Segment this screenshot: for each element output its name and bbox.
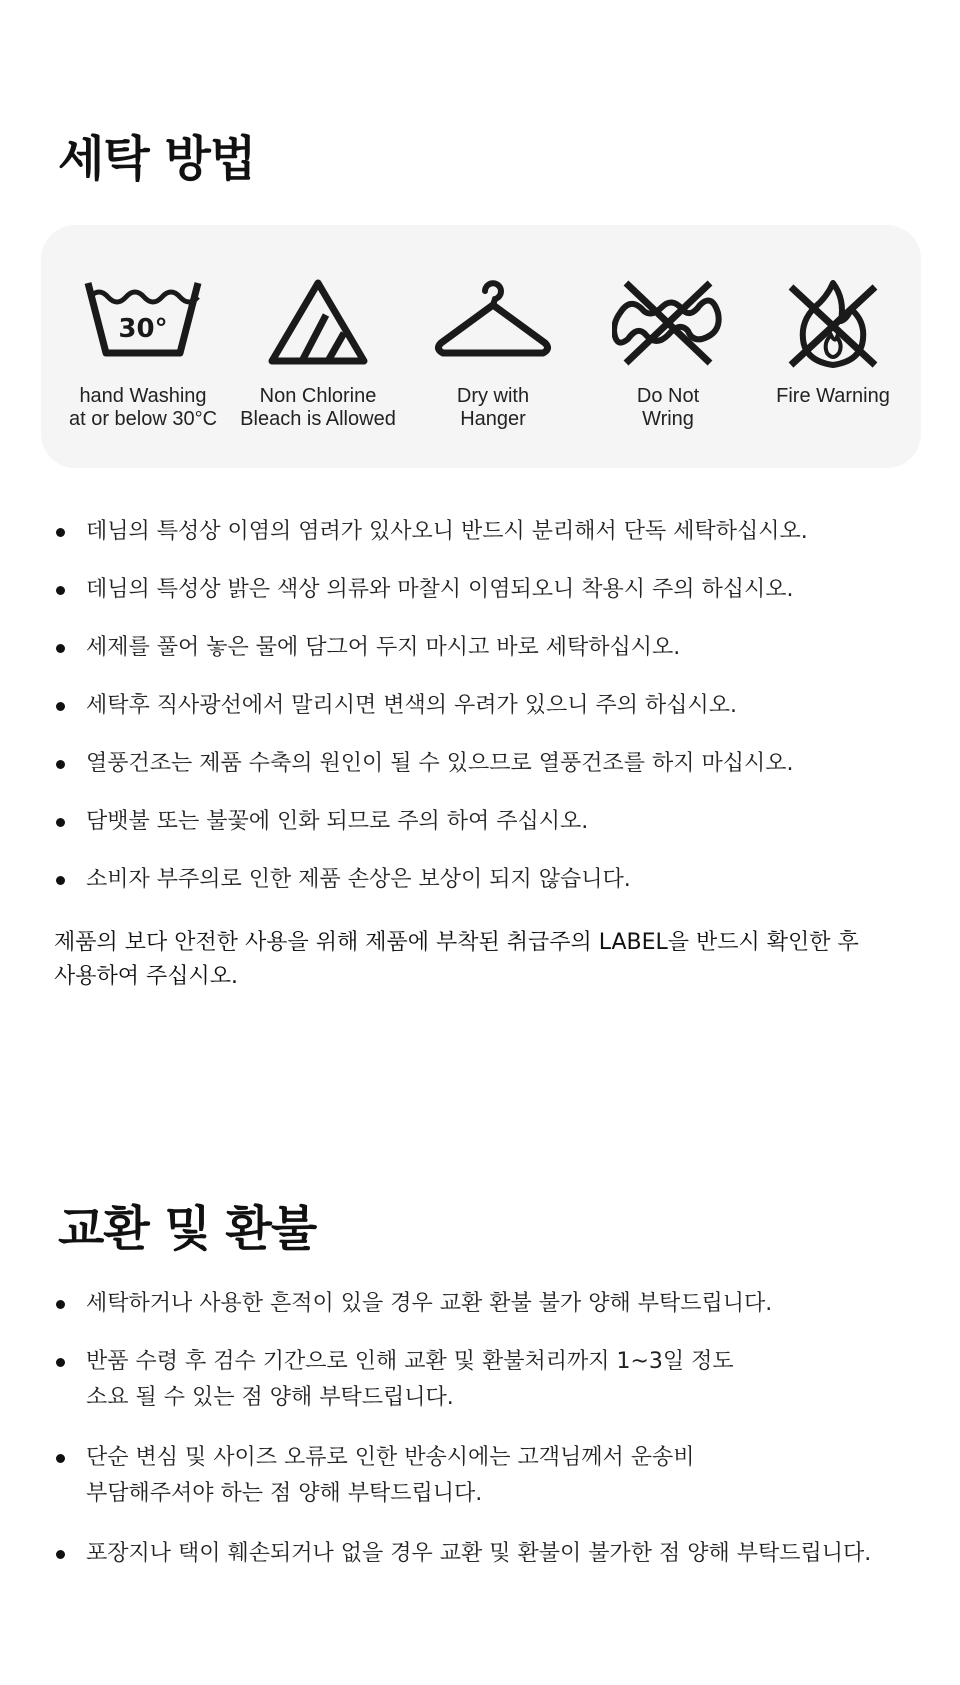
list-item: 단순 변심 및 사이즈 오류로 인한 반송시에는 고객님께서 운송비 부담해주셔야 하는 점 양해 부탁드립니다. — [86, 1440, 936, 1512]
refund-section-title: 교환 및 환불 — [58, 1201, 317, 1257]
fire-warning-icon — [783, 277, 883, 373]
care-symbol-bleach — [230, 225, 406, 468]
list-item: 세제를 풀어 놓은 물에 담그어 두지 마시고 바로 세탁하십시오. — [86, 630, 936, 666]
list-item: 열풍건조는 제품 수축의 원인이 될 수 있으므로 열풍건조를 하지 마십시오. — [86, 746, 936, 782]
do-not-wring-icon — [612, 277, 724, 369]
list-item: 담뱃불 또는 불꽃에 인화 되므로 주의 하여 주십시오. — [86, 804, 936, 840]
care-symbols-panel — [41, 225, 921, 468]
hand-wash-30-icon — [84, 277, 202, 359]
hanger-icon — [433, 277, 553, 361]
care-label-note: 제품의 보다 안전한 사용을 위해 제품에 부착된 취급주의 LABEL을 반드시 확인한 후 사용하여 주십시오. — [54, 930, 859, 989]
care-symbol-hand-wash — [55, 225, 231, 468]
symbol-label: Non Chlorine Bleach is Allowed — [240, 385, 396, 430]
care-symbol-hanger — [405, 225, 581, 468]
symbol-label: Do Not Wring — [636, 385, 700, 430]
symbol-label: Fire Warning — [776, 385, 890, 407]
wash-temperature: 30° — [118, 314, 168, 344]
care-symbol-fire — [745, 225, 921, 468]
list-item: 데님의 특성상 이염의 염려가 있사오니 반드시 분리해서 단독 세탁하십시오. — [86, 514, 936, 550]
non-chlorine-bleach-icon — [266, 277, 370, 367]
list-item: 세탁후 직사광선에서 말리시면 변색의 우려가 있으니 주의 하십시오. — [86, 688, 936, 724]
list-item: 세탁하거나 사용한 흔적이 있을 경우 교환 환불 불가 양해 부탁드립니다. — [86, 1286, 936, 1322]
list-item: 반품 수령 후 검수 기간으로 인해 교환 및 환불처리까지 1~3일 정도 소요 될 수 있는 점 양해 부탁드립니다. — [86, 1344, 936, 1416]
symbol-label: hand Washing at or below 30°C — [68, 385, 218, 430]
symbol-label: Dry with Hanger — [456, 385, 530, 430]
care-section-title: 세탁 방법 — [58, 131, 256, 187]
care-symbol-no-wring — [580, 225, 756, 468]
list-item: 소비자 부주의로 인한 제품 손상은 보상이 되지 않습니다. — [86, 862, 936, 898]
list-item: 데님의 특성상 밝은 색상 의류와 마찰시 이염되오니 착용시 주의 하십시오. — [86, 572, 936, 608]
list-item: 포장지나 택이 훼손되거나 없을 경우 교환 및 환불이 불가한 점 양해 부탁드립니다. — [86, 1536, 936, 1572]
